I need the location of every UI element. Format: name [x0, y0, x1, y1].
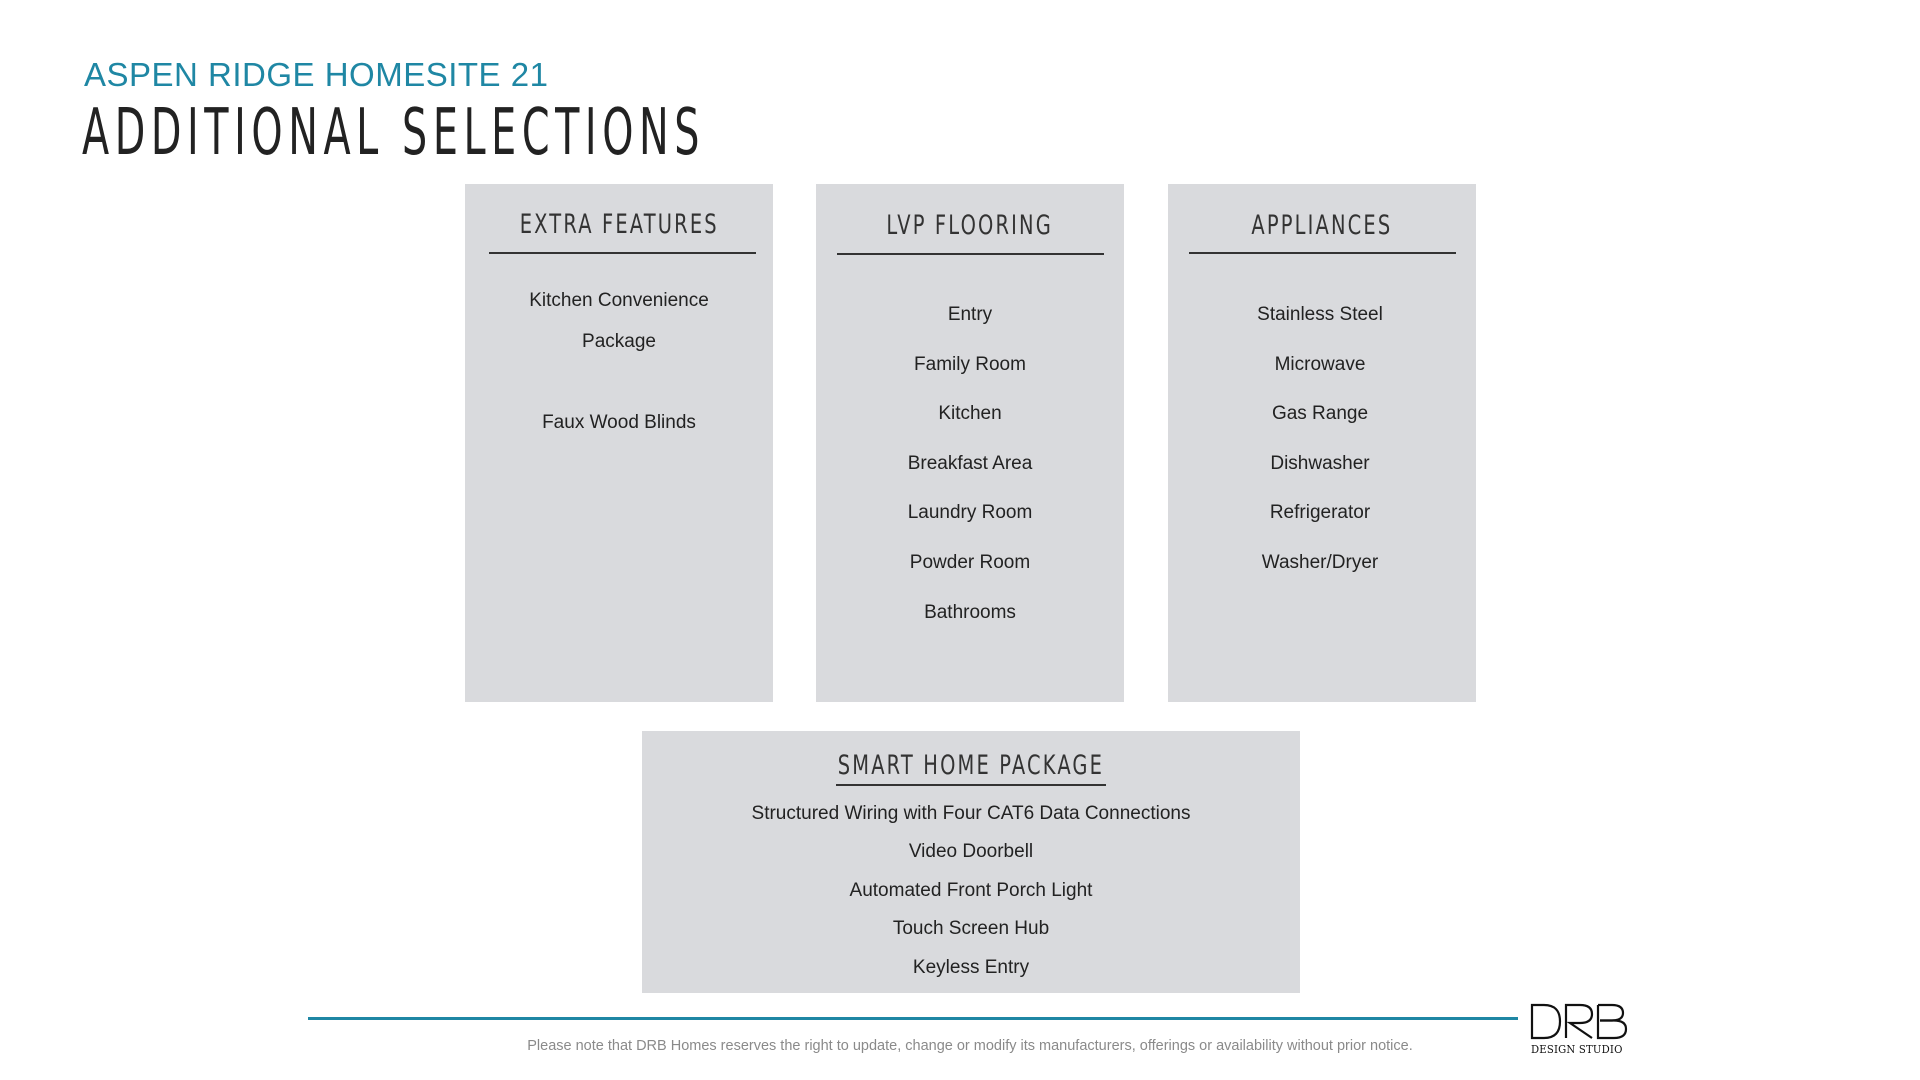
list-item: Kitchen Convenience — [529, 290, 709, 311]
footer-divider — [308, 1017, 1518, 1020]
card-appliances — [1168, 184, 1476, 702]
logo-caption: DESIGN STUDIO — [1531, 1043, 1623, 1056]
list-item: Stainless Steel — [1257, 304, 1383, 325]
list-item: Video Doorbell — [908, 841, 1034, 863]
list-item: Family Room — [914, 353, 1026, 375]
list-item: Keyless Entry — [912, 956, 1030, 978]
card-heading: LVP FLOORING — [886, 210, 1054, 241]
heading-divider — [489, 252, 756, 254]
page-title: ADDITIONAL SELECTIONS — [82, 96, 706, 170]
footer-disclaimer: Please note that DRB Homes reserves the right to update, change or modify its manufacturers, offerings or availability without prior notice. — [527, 1038, 1413, 1054]
heading-divider — [837, 253, 1104, 255]
list-item: Breakfast Area — [907, 452, 1033, 474]
card-heading: SMART HOME PACKAGE — [837, 750, 1105, 781]
list-item: Gas Range — [1271, 403, 1369, 425]
card-extra-features — [465, 184, 773, 702]
card-heading: EXTRA FEATURES — [519, 209, 719, 240]
card-lvp-flooring — [816, 184, 1124, 702]
card-heading: APPLIANCES — [1251, 210, 1393, 241]
list-item: Package — [582, 331, 656, 352]
list-item: Dishwasher — [1270, 452, 1370, 474]
card-smart-home-package — [642, 731, 1300, 993]
heading-divider — [1189, 252, 1456, 254]
list-item: Kitchen — [938, 403, 1002, 425]
list-item: Structured Wiring with Four CAT6 Data Connections — [751, 803, 1191, 824]
list-item: Powder Room — [909, 551, 1031, 573]
list-item: Faux Wood Blinds — [542, 412, 696, 433]
list-item: Automated Front Porch Light — [849, 879, 1093, 901]
list-item: Entry — [947, 304, 993, 325]
list-item: Touch Screen Hub — [892, 918, 1050, 940]
list-item: Washer/Dryer — [1261, 551, 1379, 573]
list-item: Microwave — [1274, 353, 1366, 375]
page-subtitle: ASPEN RIDGE HOMESITE 21 — [84, 56, 549, 93]
list-item: Refrigerator — [1269, 502, 1371, 524]
list-item: Laundry Room — [907, 502, 1033, 524]
heading-divider — [836, 784, 1106, 786]
list-item: Bathrooms — [924, 601, 1016, 623]
